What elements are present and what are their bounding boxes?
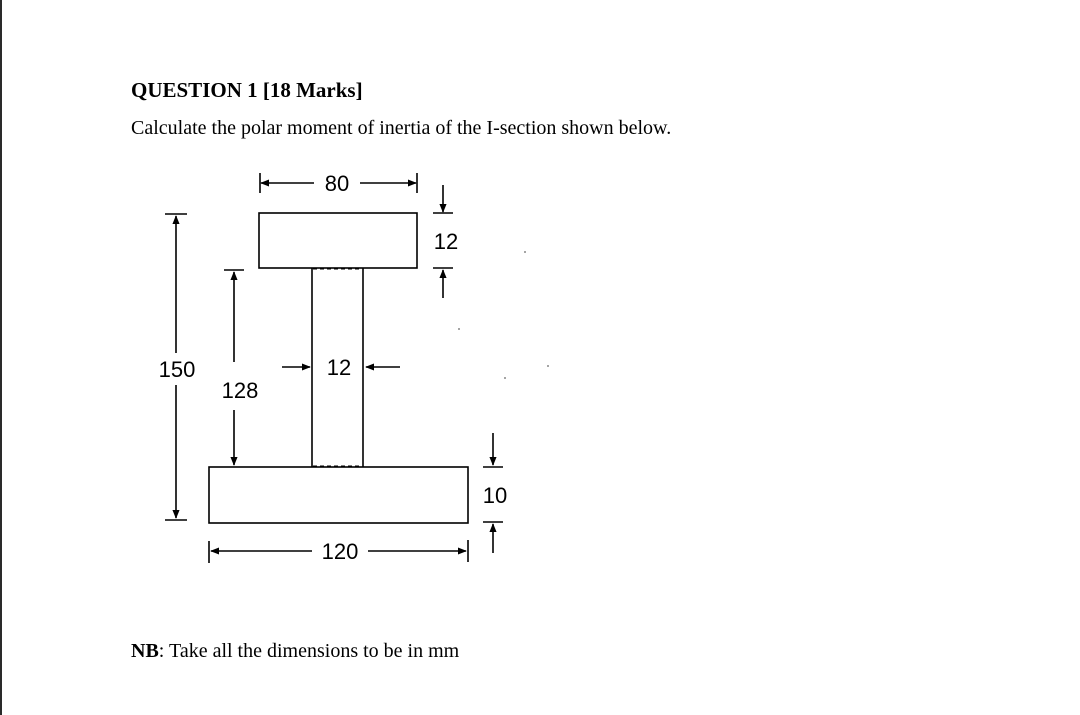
- dim-label-80: 80: [324, 171, 350, 196]
- question-heading: QUESTION 1 [18 Marks]: [131, 78, 363, 102]
- scan-speck: [458, 328, 460, 330]
- dim-label-10: 10: [482, 483, 508, 508]
- dim-label-150: 150: [158, 357, 196, 382]
- dim-label-128: 128: [221, 378, 259, 403]
- top-flange: [259, 213, 417, 268]
- note-label: NB: [131, 640, 159, 662]
- dim-label-120: 120: [321, 539, 359, 564]
- scan-speck: [547, 365, 549, 367]
- scan-speck: [504, 377, 506, 379]
- note-line: [131, 640, 459, 663]
- scan-speck: [524, 251, 526, 253]
- dim-label-12-flange: 12: [433, 229, 459, 254]
- note-text: : Take all the dimensions to be in mm: [158, 640, 460, 662]
- dim-label-12-web: 12: [326, 355, 352, 380]
- question-prompt: Calculate the polar moment of inertia of the I-section shown below.: [131, 117, 672, 139]
- bottom-flange: [209, 467, 468, 523]
